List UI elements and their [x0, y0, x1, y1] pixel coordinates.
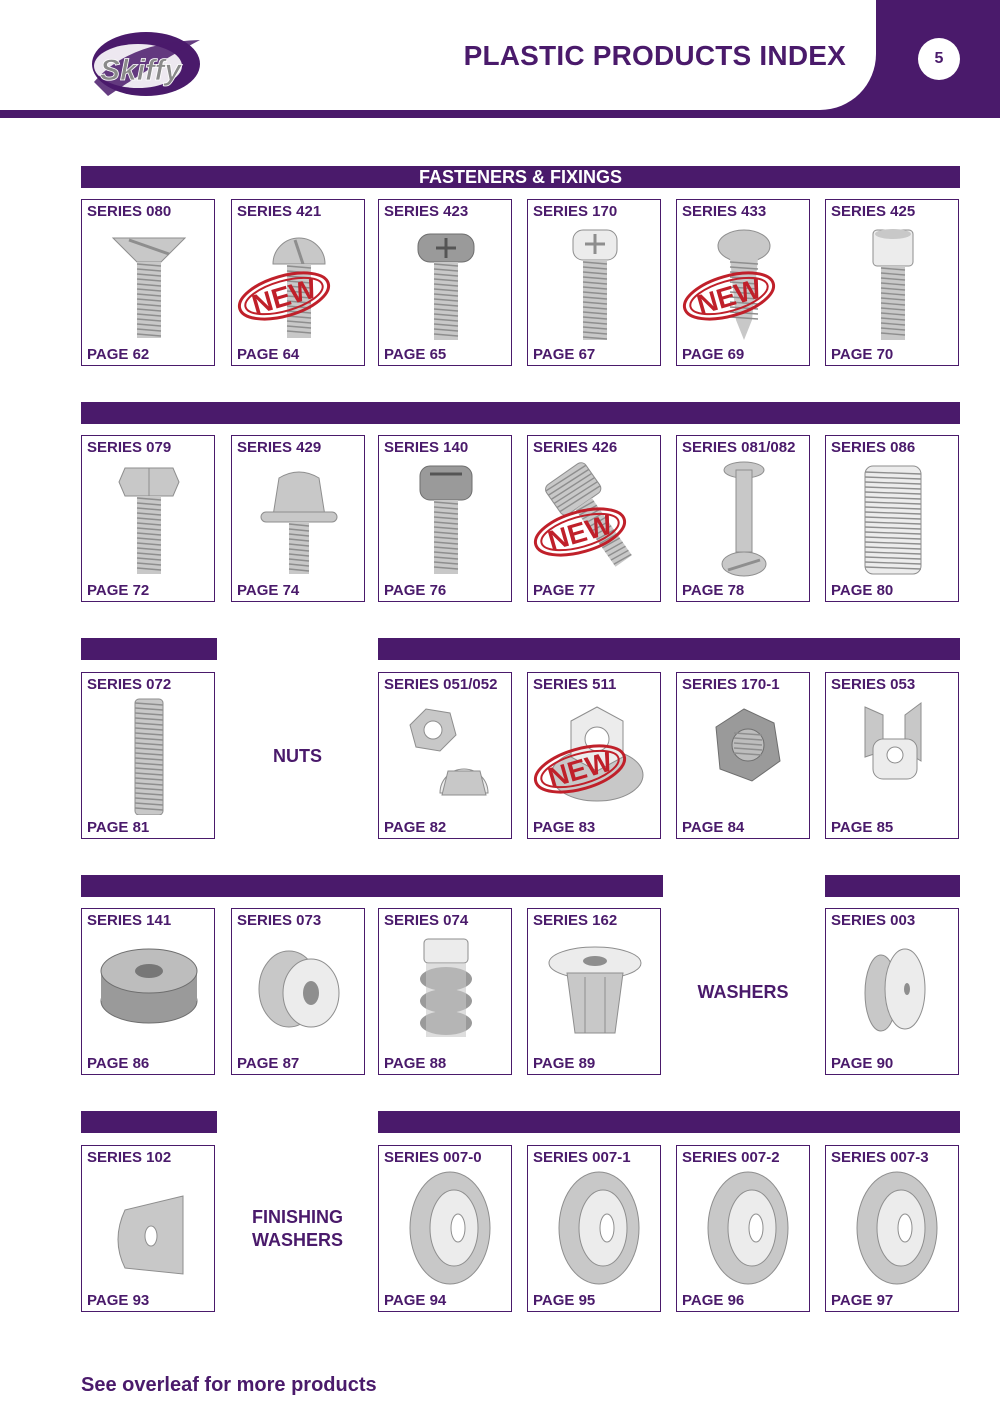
page-ref-label: PAGE 88 [384, 1055, 447, 1072]
series-label: SERIES 170-1 [682, 676, 780, 693]
section-bar-row5-right [378, 1111, 960, 1133]
section-bar-row5-left [81, 1111, 217, 1133]
product-card[interactable] [378, 1145, 512, 1312]
wing-nut-icon [843, 697, 943, 815]
threaded-rod-icon [99, 697, 199, 815]
product-card[interactable] [676, 1145, 810, 1312]
curved-washer-icon [99, 1170, 199, 1288]
product-card[interactable] [825, 435, 959, 602]
page-ref-label: PAGE 97 [831, 1292, 894, 1309]
product-card[interactable] [231, 908, 365, 1075]
product-card[interactable] [825, 1145, 959, 1312]
binding-post-icon [694, 460, 794, 578]
product-card[interactable] [378, 435, 512, 602]
page-ref-label: PAGE 85 [831, 819, 894, 836]
series-label: SERIES 003 [831, 912, 916, 929]
series-label: SERIES 433 [682, 203, 767, 220]
product-card[interactable] [378, 908, 512, 1075]
product-card[interactable] [231, 199, 365, 366]
skiffy-logo [88, 22, 208, 106]
cup-washer-icon [843, 1170, 943, 1288]
cheese-head-screw-icon [396, 460, 496, 578]
svg-text:Skiffy: Skiffy [100, 54, 182, 87]
section-bar-row4-right [825, 875, 960, 897]
product-card[interactable] [378, 672, 512, 839]
knurled-nut-icon [99, 933, 199, 1051]
series-label: SERIES 429 [237, 439, 322, 456]
hex-bolt-icon [99, 460, 199, 578]
series-label: SERIES 053 [831, 676, 916, 693]
hex-nut-icon [694, 697, 794, 815]
series-label: SERIES 425 [831, 203, 916, 220]
new-badge-text: NEW [248, 272, 320, 321]
section-bar-row3-right [378, 638, 960, 660]
page-ref-label: PAGE 65 [384, 346, 447, 363]
page-ref-label: PAGE 70 [831, 346, 894, 363]
page-title: PLASTIC PRODUCTS INDEX [463, 40, 846, 71]
socket-cap-screw-icon [843, 224, 943, 342]
page-ref-label: PAGE 64 [237, 346, 300, 363]
hex-dome-nut-icon [396, 697, 496, 815]
cup-washer-icon [396, 1170, 496, 1288]
page-ref-label: PAGE 72 [87, 582, 150, 599]
new-badge-text: NEW [544, 508, 616, 557]
page-ref-label: PAGE 93 [87, 1292, 150, 1309]
page-ref-label: PAGE 69 [682, 346, 745, 363]
section-bar-row4-left [81, 875, 663, 897]
product-card[interactable] [81, 908, 215, 1075]
section-bar-row2 [81, 402, 960, 424]
thumb-nut-icon [249, 933, 349, 1051]
product-card[interactable] [527, 199, 661, 366]
series-label: SERIES 072 [87, 676, 172, 693]
product-card[interactable] [81, 199, 215, 366]
product-card[interactable] [527, 672, 661, 839]
series-label: SERIES 079 [87, 439, 172, 456]
series-label: SERIES 511 [533, 676, 617, 693]
product-card[interactable] [81, 1145, 215, 1312]
new-badge-text: NEW [544, 745, 616, 794]
product-card[interactable] [527, 1145, 661, 1312]
product-card[interactable] [527, 908, 661, 1075]
series-label: SERIES 007-0 [384, 1149, 482, 1166]
page-ref-label: PAGE 77 [533, 582, 596, 599]
page-ref-label: PAGE 74 [237, 582, 300, 599]
category-label-nuts: NUTS [273, 746, 322, 766]
page-ref-label: PAGE 86 [87, 1055, 150, 1072]
page-ref-label: PAGE 78 [682, 582, 745, 599]
series-label: SERIES 007-3 [831, 1149, 929, 1166]
series-label: SERIES 051/052 [384, 676, 498, 693]
page-ref-label: PAGE 95 [533, 1292, 596, 1309]
series-label: SERIES 086 [831, 439, 916, 456]
new-badge-icon [234, 266, 334, 326]
footer-note: See overleaf for more products [81, 1374, 377, 1396]
series-label: SERIES 007-1 [533, 1149, 631, 1166]
dome-foot-screw-icon [249, 460, 349, 578]
product-card[interactable] [527, 435, 661, 602]
cup-washer-icon [545, 1170, 645, 1288]
series-label: SERIES 141 [87, 912, 172, 929]
series-label: SERIES 080 [87, 203, 172, 220]
series-label: SERIES 170 [533, 203, 618, 220]
page-ref-label: PAGE 84 [682, 819, 745, 836]
product-card[interactable] [231, 435, 365, 602]
series-label: SERIES 102 [87, 1149, 172, 1166]
category-label-washers: WASHERS [697, 982, 789, 1002]
new-badge-icon [530, 502, 630, 562]
page-ref-label: PAGE 82 [384, 819, 447, 836]
flat-washer-icon [843, 933, 943, 1051]
series-label: SERIES 423 [384, 203, 469, 220]
product-card[interactable] [378, 199, 512, 366]
page-ref-label: PAGE 90 [831, 1055, 894, 1072]
series-label: SERIES 074 [384, 912, 469, 929]
page-number: 5 [918, 38, 960, 80]
series-label: SERIES 421 [237, 203, 322, 220]
product-card[interactable] [676, 199, 810, 366]
page-ref-label: PAGE 62 [87, 346, 150, 363]
page-ref-label: PAGE 80 [831, 582, 894, 599]
cross-head-screw-icon [545, 224, 645, 342]
page-ref-label: PAGE 89 [533, 1055, 596, 1072]
cup-washer-icon [694, 1170, 794, 1288]
product-card[interactable] [825, 672, 959, 839]
product-card[interactable] [81, 672, 215, 839]
countersunk-screw-icon [99, 224, 199, 342]
new-badge-text: NEW [693, 272, 765, 321]
page-ref-label: PAGE 87 [237, 1055, 300, 1072]
ribbed-insert-icon [396, 933, 496, 1051]
product-card[interactable] [825, 908, 959, 1075]
category-label-finishing-washers: FINISHING WASHERS [251, 1207, 343, 1250]
page-ref-label: PAGE 96 [682, 1292, 745, 1309]
series-label: SERIES 073 [237, 912, 322, 929]
new-badge-icon [679, 266, 779, 326]
series-label: SERIES 426 [533, 439, 618, 456]
page-ref-label: PAGE 81 [87, 819, 150, 836]
product-card[interactable] [81, 435, 215, 602]
panhead-screw-icon [396, 224, 496, 342]
product-card[interactable] [676, 672, 810, 839]
section-bar-row3-left [81, 638, 217, 660]
product-card[interactable] [676, 435, 810, 602]
product-card[interactable] [825, 199, 959, 366]
push-clip-nut-icon [545, 933, 645, 1051]
series-label: SERIES 081/082 [682, 439, 796, 456]
section-bar-fasteners: FASTENERS & FIXINGS [81, 166, 960, 188]
page-ref-label: PAGE 83 [533, 819, 596, 836]
series-label: SERIES 162 [533, 912, 618, 929]
series-label: SERIES 140 [384, 439, 469, 456]
page-ref-label: PAGE 67 [533, 346, 596, 363]
page-ref-label: PAGE 76 [384, 582, 447, 599]
new-badge-icon [530, 739, 630, 799]
threaded-insert-icon [843, 460, 943, 578]
series-label: SERIES 007-2 [682, 1149, 780, 1166]
page-ref-label: PAGE 94 [384, 1292, 447, 1309]
